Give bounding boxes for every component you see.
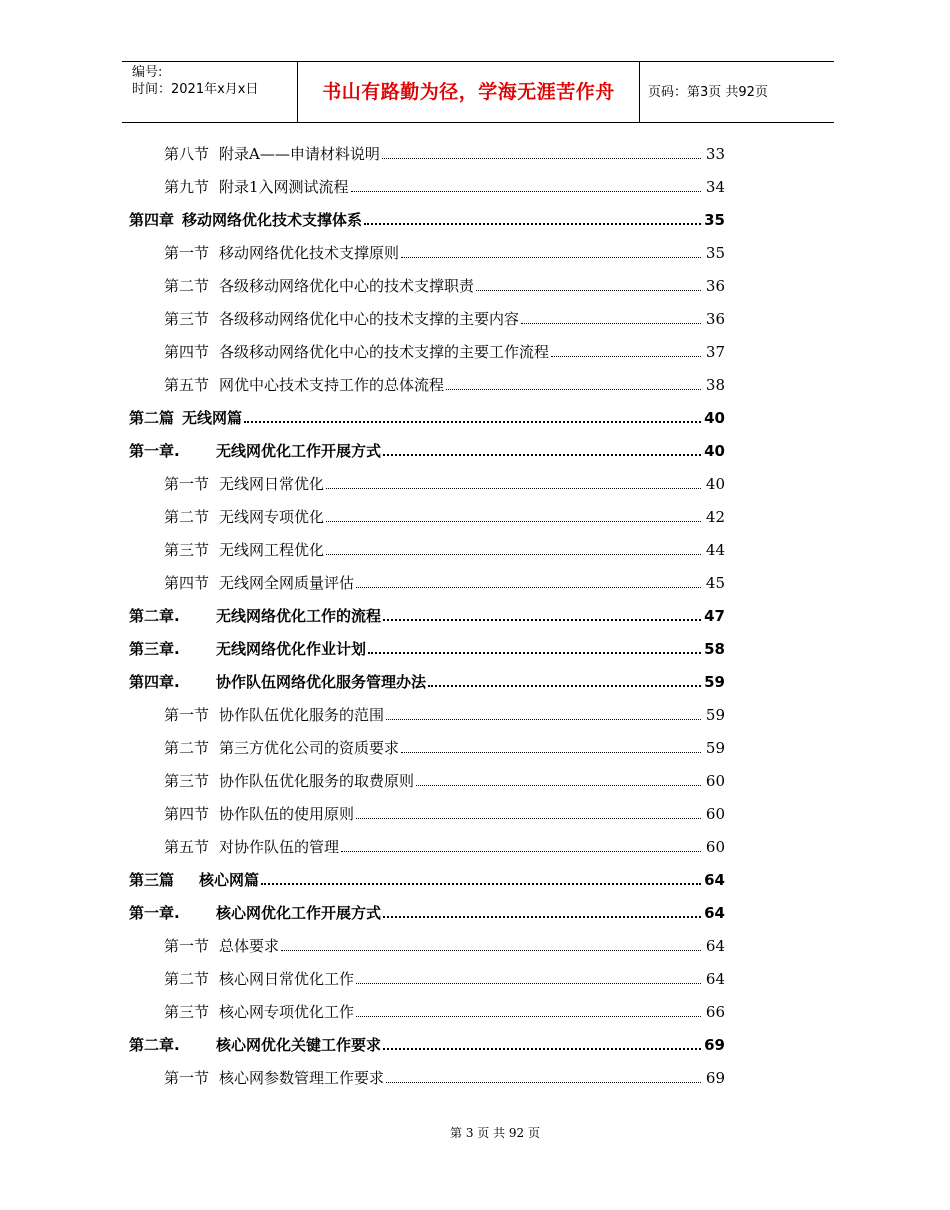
toc-entry-label xyxy=(164,1069,384,1087)
toc-entry-number: 第二节 xyxy=(164,739,210,757)
toc-entry-label xyxy=(129,409,242,427)
toc-entry-page: 40 xyxy=(704,442,725,460)
toc-dot-leader xyxy=(356,818,701,819)
toc-entry-title: 无线网全网质量评估 xyxy=(219,574,355,592)
toc-entry-number: 第九节 xyxy=(164,178,210,196)
toc-entry-page: 33 xyxy=(705,145,725,163)
toc-entry-title: 移动网络优化技术支撑体系 xyxy=(182,211,363,229)
toc-dot-leader xyxy=(383,454,701,456)
toc-entry-page: 45 xyxy=(705,574,725,592)
toc-dot-leader xyxy=(386,1082,701,1083)
header-divider xyxy=(639,62,640,122)
toc-entry-page: 64 xyxy=(704,871,725,889)
toc-entry-number: 第三节 xyxy=(164,541,210,559)
toc-entry-title: 对协作队伍的管理 xyxy=(219,838,340,856)
toc-entry-chapter[interactable] xyxy=(129,204,725,237)
toc-entry-page: 44 xyxy=(705,541,725,559)
toc-dot-leader xyxy=(351,191,701,192)
toc-entry-number: 第一节 xyxy=(164,475,210,493)
toc-entry-section[interactable] xyxy=(164,171,725,204)
toc-entry-page: 35 xyxy=(704,211,725,229)
toc-entry-section[interactable] xyxy=(164,303,725,336)
toc-entry-title: 无线网日常优化 xyxy=(219,475,325,493)
toc-dot-leader xyxy=(551,356,701,357)
toc-entry-label xyxy=(164,937,279,955)
toc-dot-leader xyxy=(476,290,701,291)
toc-entry-number: 第二篇 xyxy=(129,409,175,427)
toc-entry-page: 60 xyxy=(705,772,725,790)
toc-entry-section[interactable] xyxy=(164,798,725,831)
toc-entry-title: 附录1入网测试流程 xyxy=(219,178,349,196)
toc-entry-section[interactable] xyxy=(164,270,725,303)
toc-entry-section[interactable] xyxy=(164,468,725,501)
toc-dot-leader xyxy=(383,1048,701,1050)
toc-entry-number: 第五节 xyxy=(164,376,210,394)
toc-entry-label xyxy=(164,145,380,163)
toc-entry-page: 64 xyxy=(705,970,725,988)
serial-label: 编号: xyxy=(132,65,163,80)
toc-entry-label xyxy=(164,310,519,328)
toc-dot-leader xyxy=(401,752,701,753)
toc-entry-title: 无线网优化工作开展方式 xyxy=(216,442,382,460)
toc-entry-page: 58 xyxy=(704,640,725,658)
toc-entry-label xyxy=(164,376,444,394)
toc-entry-chapter[interactable] xyxy=(129,864,725,897)
toc-entry-title: 各级移动网络优化中心的技术支撑的主要内容 xyxy=(219,310,520,328)
toc-entry-page: 40 xyxy=(705,475,725,493)
toc-entry-page: 47 xyxy=(704,607,725,625)
toc-entry-number: 第四节 xyxy=(164,343,210,361)
toc-entry-label xyxy=(129,211,362,229)
toc-entry-label xyxy=(164,541,324,559)
toc-entry-title: 各级移动网络优化中心的技术支撑的主要工作流程 xyxy=(219,343,550,361)
toc-entry-number: 第一节 xyxy=(164,244,210,262)
toc-entry-section[interactable] xyxy=(164,996,725,1029)
toc-dot-leader xyxy=(356,983,701,984)
toc-entry-number: 第二节 xyxy=(164,970,210,988)
toc-entry-page: 42 xyxy=(705,508,725,526)
toc-entry-section[interactable] xyxy=(164,963,725,996)
toc-dot-leader xyxy=(416,785,701,786)
toc-dot-leader xyxy=(281,950,701,951)
toc-entry-title: 核心网优化关键工作要求 xyxy=(216,1036,382,1054)
toc-dot-leader xyxy=(446,389,701,390)
toc-entry-label xyxy=(164,805,354,823)
toc-entry-section[interactable] xyxy=(164,237,725,270)
toc-entry-page: 60 xyxy=(705,805,725,823)
toc-entry-title: 附录A——申请材料说明 xyxy=(219,145,380,163)
toc-entry-page: 38 xyxy=(705,376,725,394)
toc-entry-number: 第四章. xyxy=(129,673,180,691)
toc-entry-page: 59 xyxy=(704,673,725,691)
toc-entry-page: 34 xyxy=(705,178,725,196)
toc-entry-section[interactable] xyxy=(164,831,725,864)
toc-entry-title: 核心网篇 xyxy=(199,871,260,889)
toc-dot-leader xyxy=(386,719,701,720)
toc-entry-title: 移动网络优化技术支撑原则 xyxy=(219,244,400,262)
toc-dot-leader xyxy=(356,587,701,588)
toc-entry-label xyxy=(129,673,426,691)
toc-entry-section[interactable] xyxy=(164,369,725,402)
toc-entry-label xyxy=(164,277,474,295)
toc-dot-leader xyxy=(341,851,701,852)
toc-entry-title: 核心网专项优化工作 xyxy=(219,1003,355,1021)
toc-entry-number: 第三节 xyxy=(164,1003,210,1021)
toc-entry-number: 第三节 xyxy=(164,310,210,328)
toc-entry-label xyxy=(129,1036,381,1054)
header-meta xyxy=(132,64,258,98)
toc-dot-leader xyxy=(364,223,701,225)
toc-entry-chapter[interactable] xyxy=(129,600,725,633)
table-of-contents xyxy=(0,138,950,1095)
toc-entry-label xyxy=(164,1003,354,1021)
toc-entry-title: 第三方优化公司的资质要求 xyxy=(219,739,400,757)
toc-entry-section[interactable] xyxy=(164,336,725,369)
toc-entry-chapter[interactable] xyxy=(129,402,725,435)
toc-entry-page: 35 xyxy=(705,244,725,262)
toc-entry-chapter[interactable] xyxy=(129,633,725,666)
toc-entry-title: 无线网工程优化 xyxy=(219,541,325,559)
toc-entry-label xyxy=(164,838,339,856)
toc-entry-label xyxy=(164,574,354,592)
toc-entry-page: 40 xyxy=(704,409,725,427)
toc-entry-title: 协作队伍网络优化服务管理办法 xyxy=(216,673,427,691)
toc-entry-label xyxy=(164,508,324,526)
toc-entry-label xyxy=(164,739,399,757)
toc-entry-label xyxy=(164,178,349,196)
toc-entry-section[interactable] xyxy=(164,567,725,600)
toc-entry-number: 第四节 xyxy=(164,805,210,823)
toc-entry-number: 第一节 xyxy=(164,1069,210,1087)
toc-dot-leader xyxy=(326,488,701,489)
toc-entry-number: 第一章. xyxy=(129,904,180,922)
toc-entry-number: 第四节 xyxy=(164,574,210,592)
toc-dot-leader xyxy=(326,521,701,522)
toc-entry-page: 36 xyxy=(705,310,725,328)
toc-entry-number: 第二章. xyxy=(129,1036,180,1054)
toc-entry-title: 无线网络优化作业计划 xyxy=(216,640,367,658)
header-motto: 书山有路勤为径，学海无涯苦作舟 xyxy=(322,81,615,103)
toc-dot-leader xyxy=(383,916,701,918)
toc-entry-page: 64 xyxy=(704,904,725,922)
toc-entry-number: 第二节 xyxy=(164,508,210,526)
toc-entry-title: 核心网日常优化工作 xyxy=(219,970,355,988)
toc-entry-number: 第一章. xyxy=(129,442,180,460)
toc-entry-section[interactable] xyxy=(164,930,725,963)
toc-entry-section[interactable] xyxy=(164,765,725,798)
toc-entry-chapter[interactable] xyxy=(129,666,725,699)
toc-entry-title: 无线网专项优化 xyxy=(219,508,325,526)
toc-entry-page: 37 xyxy=(705,343,725,361)
toc-entry-page: 66 xyxy=(705,1003,725,1021)
page-header xyxy=(122,61,834,123)
toc-dot-leader xyxy=(383,619,701,621)
toc-entry-section[interactable] xyxy=(164,732,725,765)
toc-dot-leader xyxy=(261,883,701,885)
toc-dot-leader xyxy=(521,323,701,324)
toc-dot-leader xyxy=(382,158,701,159)
toc-entry-title: 协作队伍的使用原则 xyxy=(219,805,355,823)
toc-entry-chapter[interactable] xyxy=(129,897,725,930)
toc-entry-number: 第三篇 xyxy=(129,871,175,889)
toc-entry-page: 59 xyxy=(705,739,725,757)
toc-entry-title: 无线网篇 xyxy=(182,409,243,427)
toc-entry-label xyxy=(164,244,399,262)
toc-dot-leader xyxy=(356,1016,701,1017)
toc-entry-number: 第一节 xyxy=(164,937,210,955)
toc-entry-page: 36 xyxy=(705,277,725,295)
toc-entry-label xyxy=(164,706,384,724)
toc-entry-number: 第三章. xyxy=(129,640,180,658)
toc-dot-leader xyxy=(401,257,701,258)
toc-entry-page: 64 xyxy=(705,937,725,955)
toc-dot-leader xyxy=(368,652,701,654)
toc-entry-section[interactable] xyxy=(164,501,725,534)
toc-entry-chapter[interactable] xyxy=(129,1029,725,1062)
toc-entry-section[interactable] xyxy=(164,534,725,567)
toc-entry-label xyxy=(164,343,549,361)
toc-entry-number: 第八节 xyxy=(164,145,210,163)
toc-entry-title: 核心网参数管理工作要求 xyxy=(219,1069,385,1087)
toc-entry-title: 总体要求 xyxy=(219,937,280,955)
toc-entry-page: 69 xyxy=(705,1069,725,1087)
toc-entry-title: 网优中心技术支持工作的总体流程 xyxy=(219,376,445,394)
toc-entry-section[interactable] xyxy=(164,138,725,171)
toc-entry-number: 第四章 xyxy=(129,211,175,229)
toc-entry-number: 第二章. xyxy=(129,607,180,625)
toc-dot-leader xyxy=(428,685,701,687)
toc-entry-label xyxy=(129,640,366,658)
toc-entry-number: 第五节 xyxy=(164,838,210,856)
toc-entry-section[interactable] xyxy=(164,699,725,732)
toc-entry-number: 第三节 xyxy=(164,772,210,790)
toc-entry-number: 第二节 xyxy=(164,277,210,295)
toc-entry-number: 第一节 xyxy=(164,706,210,724)
toc-entry-label xyxy=(129,871,259,889)
toc-entry-label xyxy=(164,772,414,790)
toc-entry-title: 各级移动网络优化中心的技术支撑职责 xyxy=(219,277,475,295)
toc-dot-leader xyxy=(326,554,701,555)
toc-entry-page: 59 xyxy=(705,706,725,724)
toc-entry-label xyxy=(129,442,381,460)
toc-entry-label xyxy=(129,904,381,922)
toc-entry-title: 无线网络优化工作的流程 xyxy=(216,607,382,625)
toc-entry-page: 60 xyxy=(705,838,725,856)
toc-dot-leader xyxy=(244,421,701,423)
time-label: 时间：2021年x月x日 xyxy=(132,82,259,97)
header-page-info: 页码：第3页 共92页 xyxy=(648,85,768,100)
toc-entry-label xyxy=(164,475,324,493)
page-footer: 第 3 页 共 92 页 xyxy=(450,1126,540,1140)
toc-entry-title: 核心网优化工作开展方式 xyxy=(216,904,382,922)
toc-entry-chapter[interactable] xyxy=(129,435,725,468)
toc-entry-page: 69 xyxy=(704,1036,725,1054)
toc-entry-title: 协作队伍优化服务的范围 xyxy=(219,706,385,724)
toc-entry-label xyxy=(164,970,354,988)
toc-entry-section[interactable] xyxy=(164,1062,725,1095)
toc-entry-label xyxy=(129,607,381,625)
toc-entry-title: 协作队伍优化服务的取费原则 xyxy=(219,772,415,790)
